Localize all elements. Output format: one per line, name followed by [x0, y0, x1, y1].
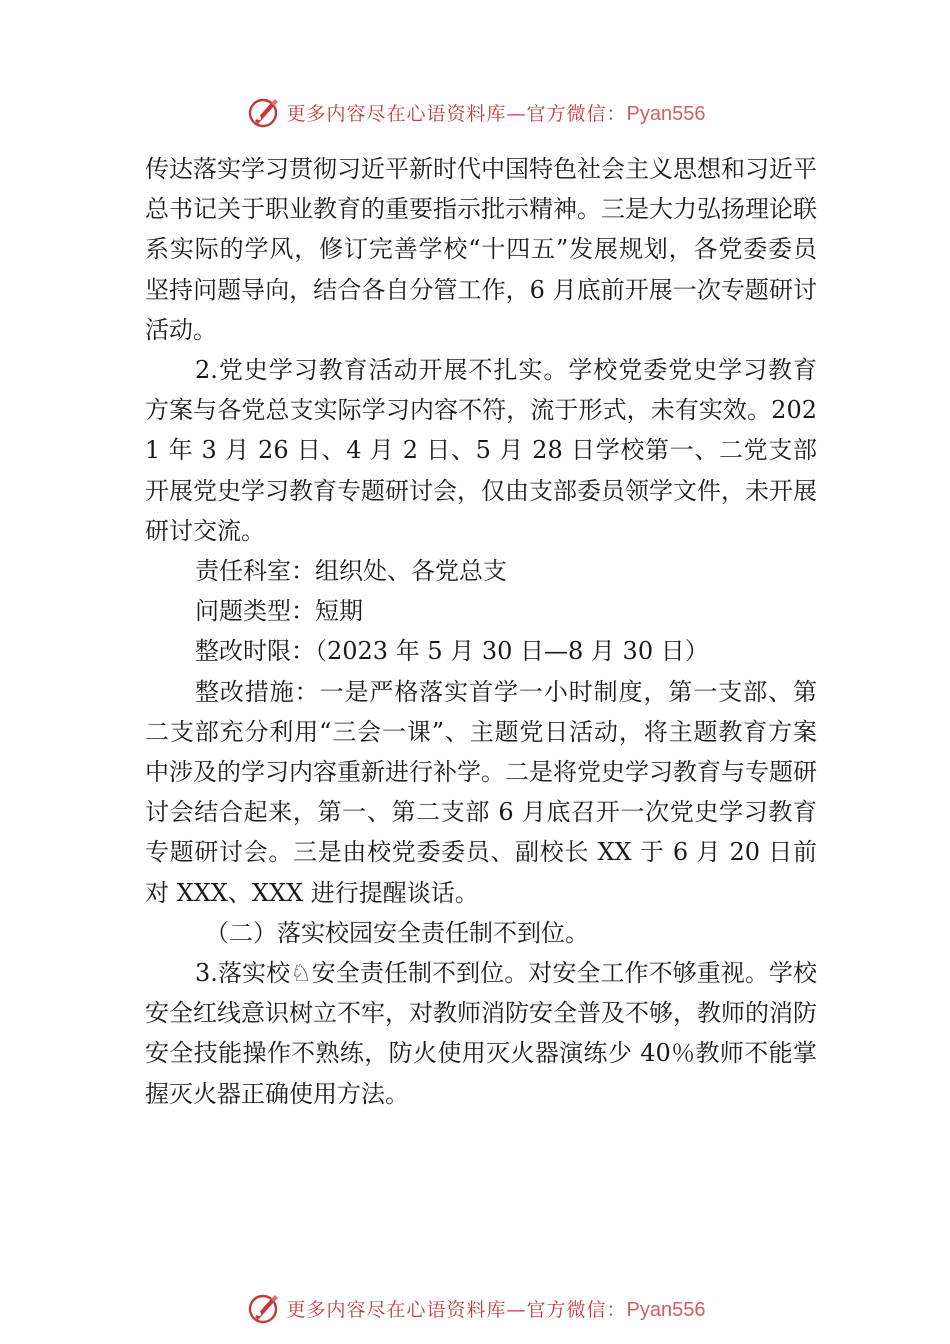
rectification-deadline: 整改时限：（2023 年 5 月 30 日—8 月 30 日） — [195, 637, 709, 666]
responsible-department: 责任科室：组织处、各党总支 — [195, 557, 507, 586]
footer-watermark — [0, 1288, 950, 1328]
pen-circle-logo-icon — [245, 1290, 281, 1326]
section-heading-2: （二）落实校园安全责任制不到位。 — [205, 918, 589, 947]
watermark-text: 更多内容尽在心语资料库—官方微信：Pyan556 — [286, 1298, 706, 1321]
paragraph-item-3: 3.落实校♘安全责任制不到位。对安全工作不够重视。学校安全红线意识树立不牢，对教师消防安全普及不够，教师的消防安全技能操作不熟练，防火使用灭火器演练少 40％教师不能掌握灭火器正确使用方法。 — [145, 959, 817, 1108]
paragraph-item-2: 2.党史学习教育活动开展不扎实。学校党委党史学习教育方案与各党总支实际学习内容不符，流于形式，未有实效。2021 年 3 月 26 日、4 月 2 日、5 月 28 日学校第一、二党支部开展党史学习教育专题研讨会，仅由支部委员领学文件，未开展研讨交流。 — [145, 356, 817, 545]
watermark-account: Pyan556 — [626, 1298, 706, 1321]
header-watermark — [0, 92, 950, 132]
watermark-text: 更多内容尽在心语资料库—官方微信：Pyan556 — [286, 102, 706, 125]
document-body — [145, 149, 817, 1114]
rectification-measures: 整改措施：一是严格落实首学一小时制度，第一支部、第二支部充分利用“三会一课”、主题党日活动，将主题教育方案中涉及的学习内容重新进行补学。二是将党史学习教育与专题研讨会结合起来，第一、第二支部 6 月底召开一次党史学习教育专题研讨会。三是由校党委委员、副校长 XX 于 6 月 20 日前对 XXX、XXX 进行提醒谈话。 — [145, 677, 817, 907]
pen-circle-logo-icon — [245, 94, 281, 130]
watermark-account: Pyan556 — [626, 102, 706, 125]
problem-type: 问题类型：短期 — [195, 597, 363, 626]
paragraph-continuation: 传达落实学习贯彻习近平新时代中国特色社会主义思想和习近平总书记关于职业教育的重要指示批示精神。三是大力弘扬理论联系实际的学风，修订完善学校“十四五”发展规划，各党委委员坚持问题导向，结合各自分管工作，6 月底前开展一次专题研讨活动。 — [145, 155, 817, 344]
